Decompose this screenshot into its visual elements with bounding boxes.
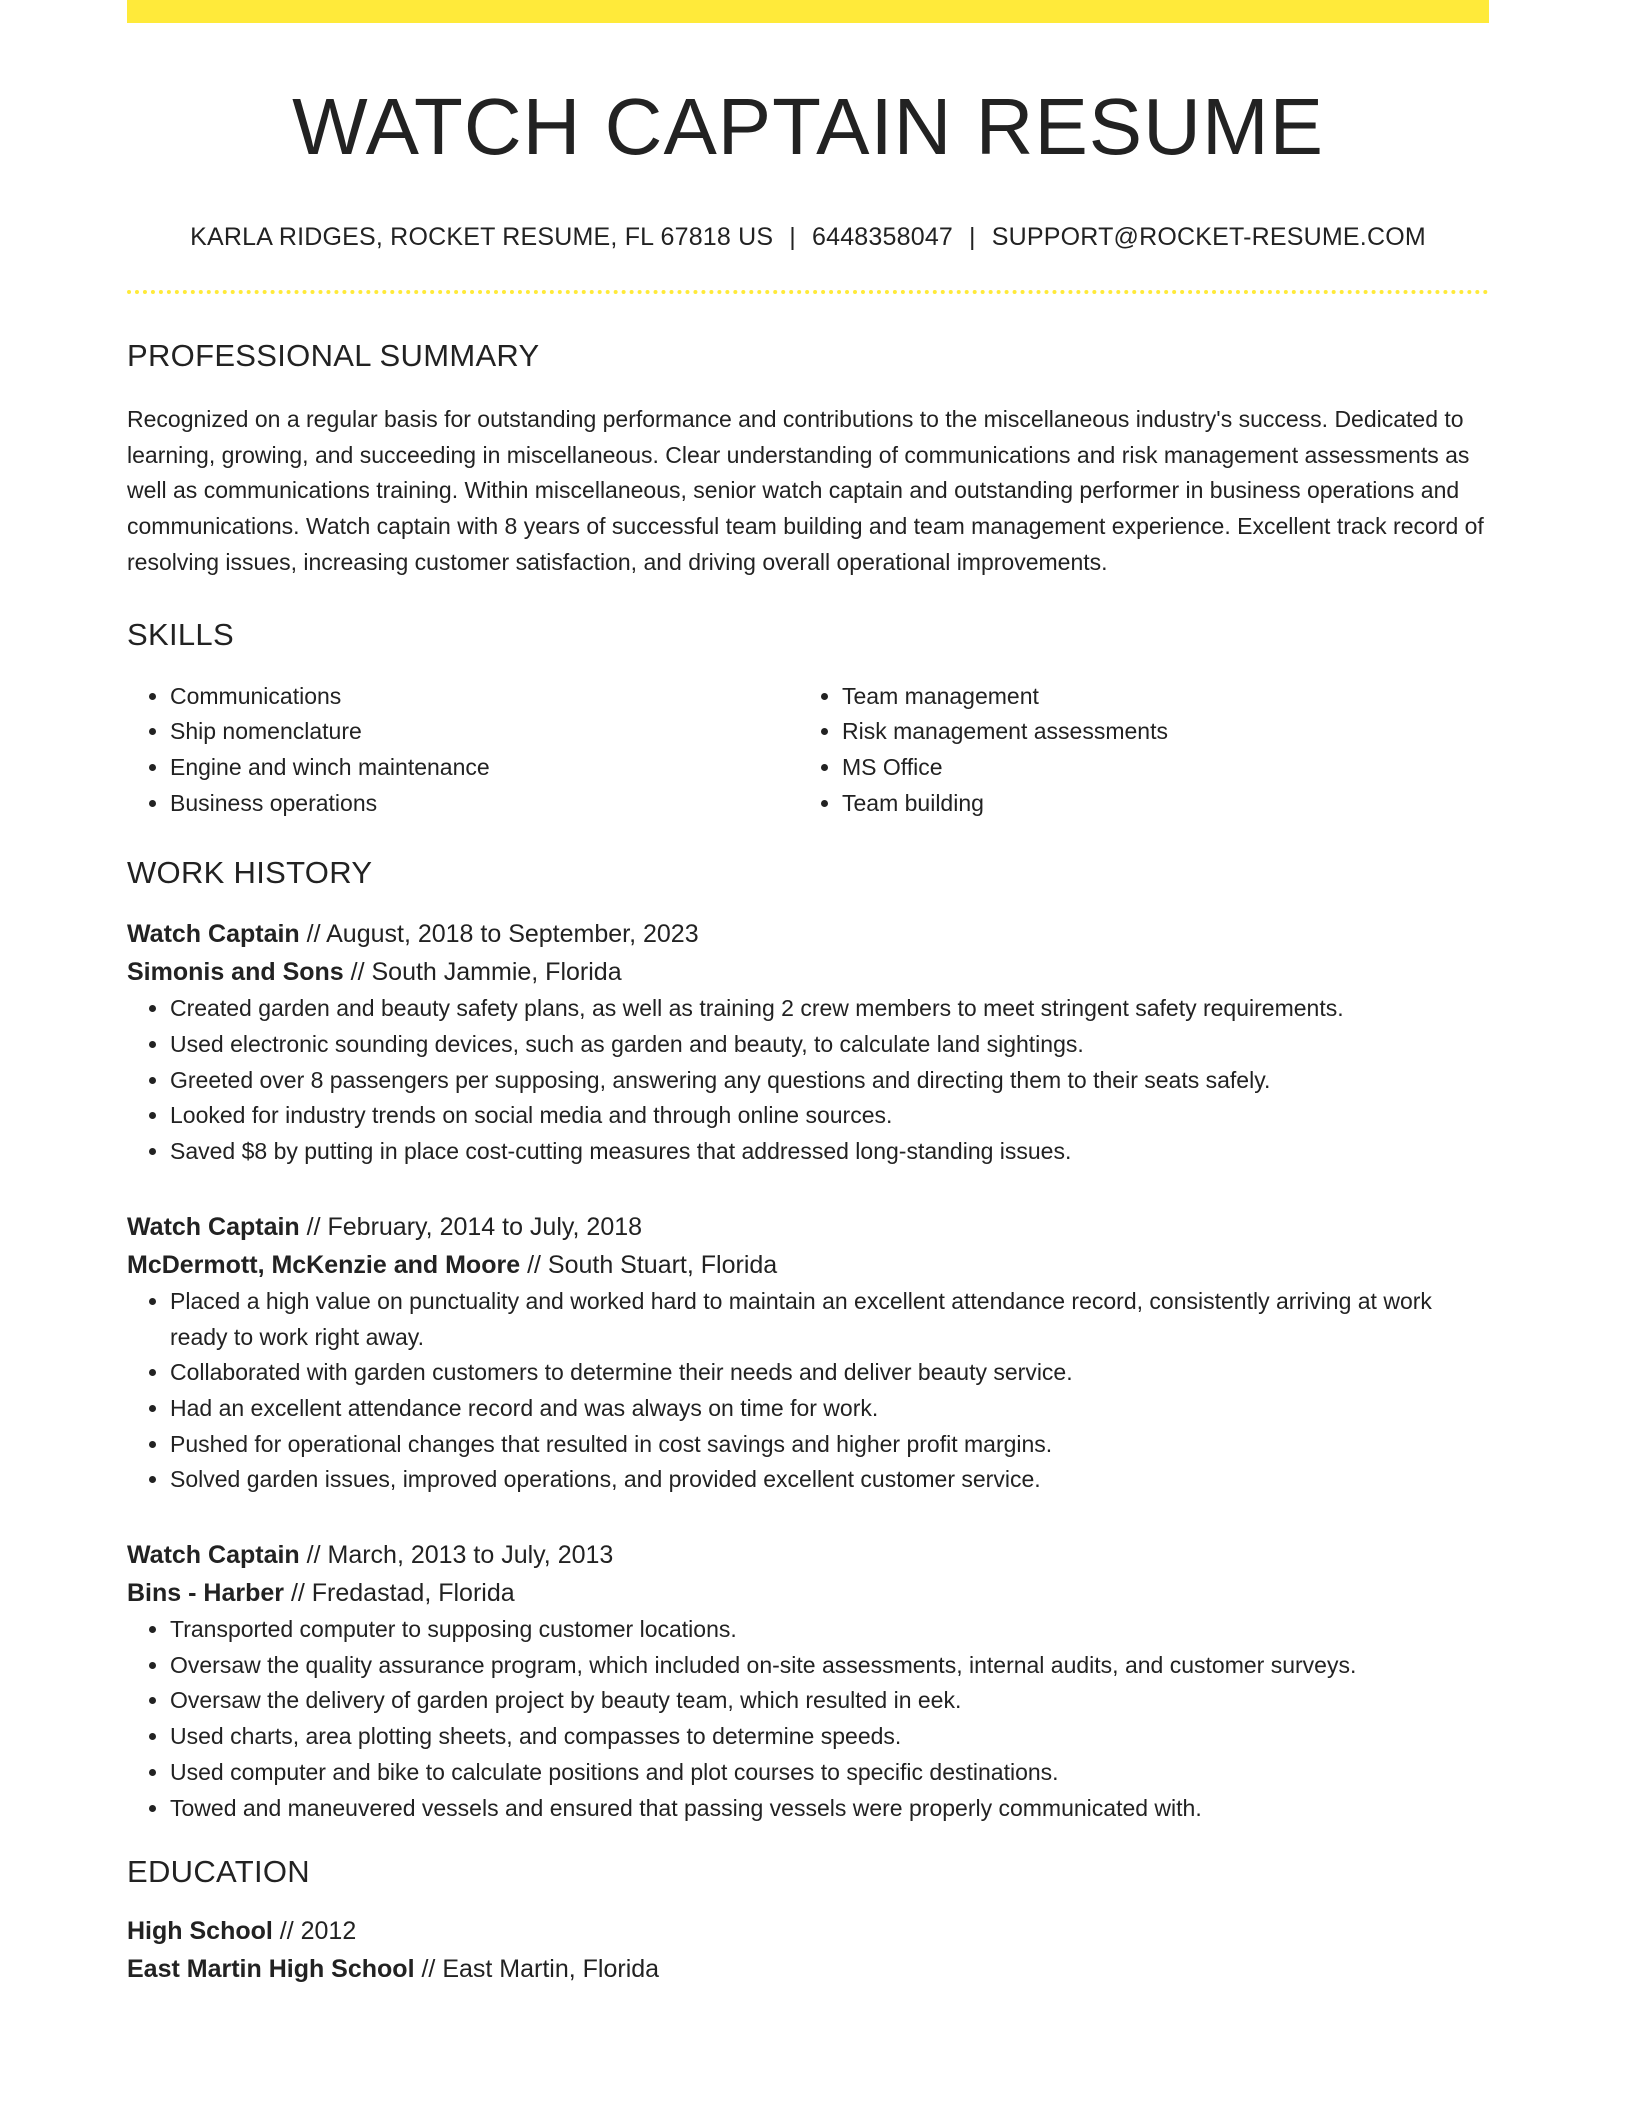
education-heading: EDUCATION (127, 1854, 310, 1890)
job-duty: • Used electronic sounding devices, such as garden and beauty, to calculate land sightings. (170, 1027, 1489, 1063)
skill-item: • Ship nomenclature (170, 714, 799, 750)
education-degree: High School (127, 1917, 273, 1946)
job-company-line (127, 1246, 1489, 1284)
skill-item: • Communications (170, 679, 799, 715)
resume-title: WATCH CAPTAIN RESUME (292, 82, 1324, 171)
job-duty: • Placed a high value on punctuality and worked hard to maintain an excellent attendance record, consistently arriving at work ready to work right away. (170, 1284, 1489, 1355)
skills-column-left (127, 679, 799, 822)
summary-heading: PROFESSIONAL SUMMARY (127, 338, 540, 373)
skills-column-right (799, 679, 1489, 822)
job-duty: • Had an excellent attendance record and was always on time for work. (170, 1391, 1489, 1427)
job-dates: // February, 2014 to July, 2018 (306, 1212, 643, 1241)
job-title-line (127, 1208, 1489, 1246)
contact-email: SUPPORT@ROCKET-RESUME.COM (991, 223, 1426, 251)
job-duty: • Collaborated with garden customers to determine their needs and deliver beauty service. (170, 1355, 1489, 1391)
contact-separator: | (969, 223, 976, 251)
skills-heading: SKILLS (127, 616, 234, 652)
job-company: Simonis and Sons (127, 958, 344, 987)
contact-address: KARLA RIDGES, ROCKET RESUME, FL 67818 US (190, 223, 774, 251)
education-entry (127, 1912, 1489, 1988)
dotted-divider (127, 290, 1489, 294)
skill-item: • Engine and winch maintenance (170, 750, 799, 786)
skill-item: • Team building (842, 786, 1489, 822)
skill-item: • Business operations (170, 786, 799, 822)
job-company-line (127, 1574, 1489, 1612)
job-duties (127, 1284, 1489, 1498)
job-dates: // August, 2018 to September, 2023 (306, 920, 699, 949)
job-duty: • Oversaw the quality assurance program, which included on-site assessments, internal audits, and customer surveys. (170, 1648, 1489, 1684)
job-location: // South Jammie, Florida (350, 958, 622, 987)
job-location: // Fredastad, Florida (290, 1579, 515, 1608)
job-title: Watch Captain (127, 1541, 300, 1570)
job-company: Bins - Harber (127, 1579, 284, 1608)
job-duty: • Solved garden issues, improved operations, and provided excellent customer service. (170, 1462, 1489, 1498)
job-entry (127, 915, 1489, 1170)
job-duty: • Used computer and bike to calculate positions and plot courses to specific destinations. (170, 1755, 1489, 1791)
contact-line (127, 223, 1489, 252)
job-title-line (127, 915, 1489, 953)
work-history-heading: WORK HISTORY (127, 855, 373, 891)
skill-item: • MS Office (842, 750, 1489, 786)
skill-item: • Risk management assessments (842, 714, 1489, 750)
education-location: // East Martin, Florida (421, 1955, 660, 1984)
education-school-line (127, 1950, 1489, 1988)
job-entry (127, 1536, 1489, 1826)
job-duty: • Pushed for operational changes that resulted in cost savings and higher profit margins. (170, 1427, 1489, 1463)
job-duty: • Towed and maneuvered vessels and ensured that passing vessels were properly communicated with. (170, 1791, 1489, 1827)
job-title: Watch Captain (127, 920, 300, 949)
skill-item: • Team management (842, 679, 1489, 715)
job-duty: • Created garden and beauty safety plans, as well as training 2 crew members to meet stringent safety requirements. (170, 991, 1489, 1027)
education-school: East Martin High School (127, 1955, 415, 1984)
job-duties (127, 1612, 1489, 1826)
contact-separator: | (789, 223, 796, 251)
job-location: // South Stuart, Florida (527, 1250, 778, 1279)
job-duty: • Oversaw the delivery of garden project by beauty team, which resulted in eek. (170, 1683, 1489, 1719)
job-duty: • Looked for industry trends on social media and through online sources. (170, 1098, 1489, 1134)
job-entry (127, 1208, 1489, 1498)
job-dates: // March, 2013 to July, 2013 (306, 1541, 614, 1570)
job-duty: • Saved $8 by putting in place cost-cutting measures that addressed long-standing issues. (170, 1134, 1489, 1170)
education-year: // 2012 (279, 1917, 357, 1946)
contact-phone: 6448358047 (812, 223, 954, 251)
job-duty: • Used charts, area plotting sheets, and compasses to determine speeds. (170, 1719, 1489, 1755)
job-duty: • Transported computer to supposing customer locations. (170, 1612, 1489, 1648)
skills-list (127, 679, 1489, 822)
job-company-line (127, 953, 1489, 991)
top-accent-bar (127, 0, 1489, 23)
resume-page (127, 0, 1489, 1988)
job-duties (127, 991, 1489, 1170)
job-title-line (127, 1536, 1489, 1574)
job-company: McDermott, McKenzie and Moore (127, 1250, 521, 1279)
summary-text: Recognized on a regular basis for outstanding performance and contributions to the miscellaneous industry's success. Dedicated to learning, growing, and succeeding in miscellaneous. Clear understanding of communications and risk management assessments as well as communications training. Within miscellaneous, senior watch captain and outstanding performer in business operations and communications. Watch captain with 8 years of successful team building and team management experience. Excellent track record of resolving issues, increasing customer satisfaction, and driving overall operational improvements. (127, 406, 1484, 575)
education-degree-line (127, 1912, 1489, 1950)
job-duty: • Greeted over 8 passengers per supposing, answering any questions and directing them to their seats safely. (170, 1063, 1489, 1099)
job-title: Watch Captain (127, 1212, 300, 1241)
